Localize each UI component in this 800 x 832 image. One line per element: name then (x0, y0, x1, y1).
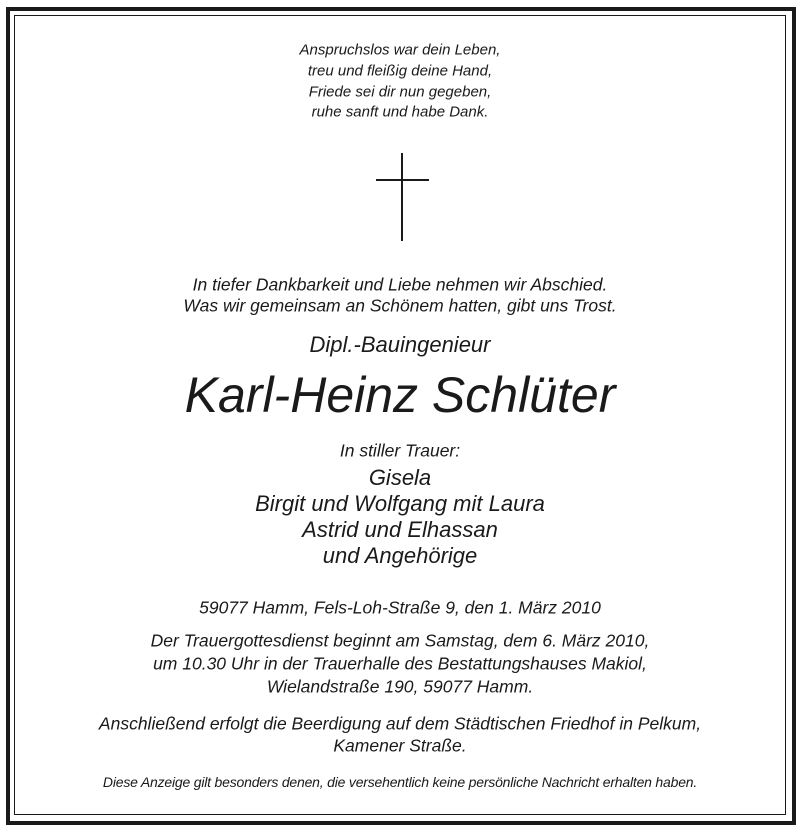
mourner: Astrid und Elhassan (302, 517, 498, 542)
poem-line: Friede sei dir nun gegeben, (308, 83, 492, 101)
service-line: um 10.30 Uhr in der Trauerhalle des Bestattungshauses Makiol, (153, 653, 647, 674)
address-date: 59077 Hamm, Fels-Loh-Straße 9, den 1. März 2010 (199, 597, 601, 618)
poem-line: Anspruchslos war dein Leben, (299, 41, 501, 59)
service-line: Der Trauergottesdienst beginnt am Samstag, dem 6. März 2010, (150, 630, 650, 651)
notice-note: Diese Anzeige gilt besonders denen, die versehentlich keine persönliche Nachricht erhalten haben. (102, 774, 698, 790)
mourner: Gisela (368, 465, 432, 490)
burial-line: Anschließend erfolgt die Beerdigung auf dem Städtischen Friedhof in Pelkum, (98, 713, 702, 734)
farewell-line: Was wir gemeinsam an Schönem hatten, gibt uns Trost. (183, 295, 617, 316)
burial-line: Kamener Straße. (333, 735, 467, 756)
mourner: Birgit und Wolfgang mit Laura (255, 491, 545, 516)
poem-line: ruhe sanft und habe Dank. (311, 103, 489, 121)
service-line: Wielandstraße 190, 59077 Hamm. (266, 676, 534, 697)
mourner: und Angehörige (322, 543, 478, 568)
deceased-title: Dipl.-Bauingenieur (309, 332, 491, 357)
poem-line: treu und fleißig deine Hand, (307, 62, 493, 80)
mourning-label: In stiller Trauer: (339, 440, 461, 461)
deceased-name: Karl-Heinz Schlüter (184, 367, 616, 423)
farewell-line: In tiefer Dankbarkeit und Liebe nehmen wir Abschied. (192, 274, 608, 295)
